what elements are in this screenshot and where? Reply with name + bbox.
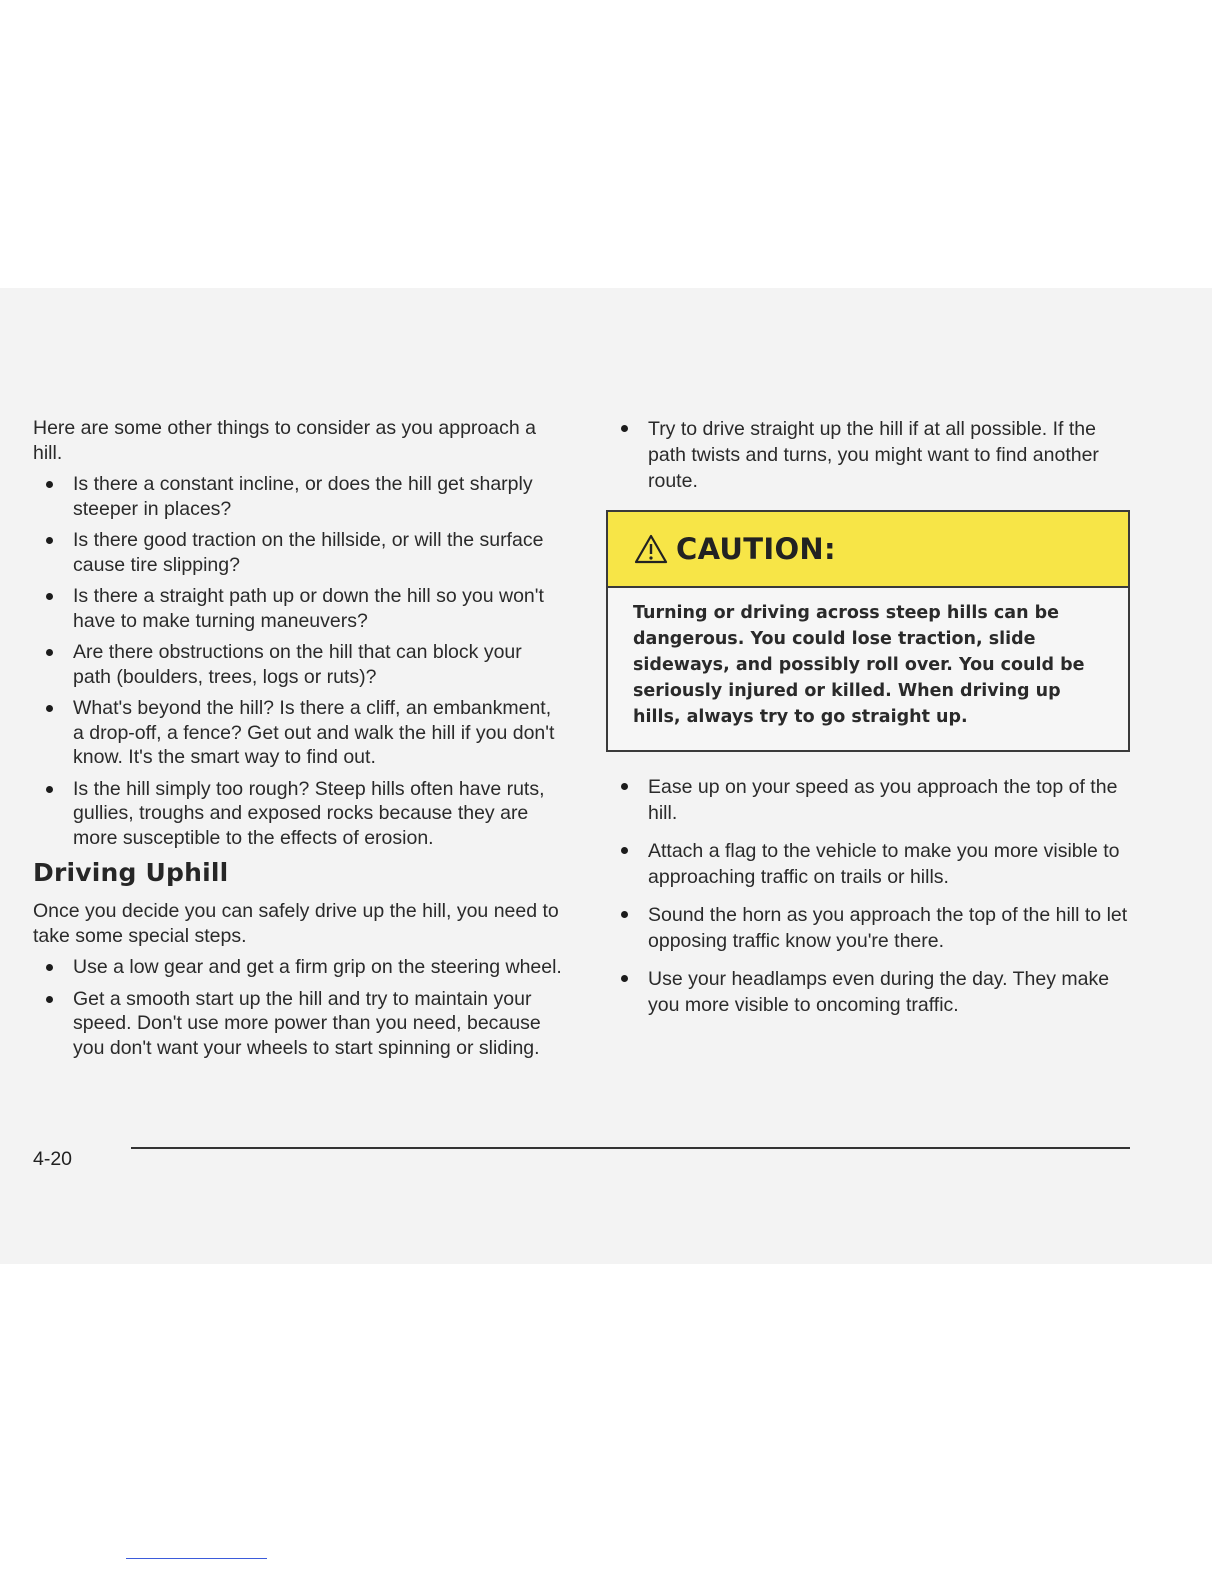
bullet-icon — [46, 786, 53, 793]
list-item: Sound the horn as you approach the top of the hill to let opposing traffic know you're there. — [620, 902, 1130, 954]
list-item: Attach a flag to the vehicle to make you more visible to approaching traffic on trails or hills. — [620, 838, 1130, 890]
hill-considerations-list — [33, 472, 563, 850]
list-item: Ease up on your speed as you approach the top of the hill. — [620, 774, 1130, 826]
list-item: Is there a constant incline, or does the hill get sharply steeper in places? — [33, 472, 563, 521]
list-item: Is the hill simply too rough? Steep hills often have ruts, gullies, troughs and exposed rocks because they are more susceptible to the effects of erosion. — [33, 777, 563, 851]
bullet-icon — [46, 593, 53, 600]
list-item: Use a low gear and get a firm grip on the steering wheel. — [33, 955, 563, 980]
uphill-steps-list — [33, 955, 563, 1060]
bullet-icon — [46, 649, 53, 656]
bullet-icon — [621, 911, 628, 918]
caution-header — [608, 512, 1128, 588]
bullet-icon — [621, 425, 628, 432]
top-tips-list — [620, 416, 1130, 494]
bullet-icon — [621, 847, 628, 854]
right-column-bottom — [620, 774, 1130, 1030]
bullet-icon — [46, 705, 53, 712]
caution-text: Turning or driving across steep hills can be dangerous. You could lose traction, slide sideways, and possibly roll over. You could be seriously injured or killed. When driving up hills, always try to go straight up. — [633, 603, 1085, 727]
bullet-icon — [621, 783, 628, 790]
decorative-underline — [126, 1558, 267, 1559]
bullet-icon — [621, 975, 628, 982]
list-item: Is there good traction on the hillside, or will the surface cause tire slipping? — [33, 528, 563, 577]
left-column — [33, 416, 563, 1067]
caution-title: CAUTION: — [676, 532, 836, 566]
list-item: Get a smooth start up the hill and try to maintain your speed. Don't use more power than you need, because you don't want your wheels to start spinning or sliding. — [33, 987, 563, 1061]
manual-page — [0, 288, 1212, 1264]
warning-triangle-icon — [634, 534, 668, 564]
right-column-top — [620, 416, 1130, 506]
list-item: Use your headlamps even during the day. They make you more visible to oncoming traffic. — [620, 966, 1130, 1018]
approach-tips-list — [620, 774, 1130, 1018]
bullet-icon — [46, 481, 53, 488]
list-item: Are there obstructions on the hill that can block your path (boulders, trees, logs or ruts)? — [33, 640, 563, 689]
list-item: Try to drive straight up the hill if at all possible. If the path twists and turns, you might want to find another route. — [620, 416, 1130, 494]
bullet-icon — [46, 537, 53, 544]
section-intro-paragraph: Once you decide you can safely drive up the hill, you need to take some special steps. — [33, 900, 559, 947]
section-heading: Driving Uphill — [33, 858, 229, 887]
list-item: What's beyond the hill? Is there a cliff, an embankment, a drop-off, a fence? Get out and walk the hill if you don't know. It's the smart way to find out. — [33, 696, 563, 770]
list-item: Is there a straight path up or down the hill so you won't have to make turning maneuvers? — [33, 584, 563, 633]
page-number: 4-20 — [33, 1148, 73, 1170]
bullet-icon — [46, 996, 53, 1003]
bullet-icon — [46, 964, 53, 971]
caution-box — [606, 510, 1130, 752]
intro-paragraph: Here are some other things to consider as you approach a hill. — [33, 417, 536, 464]
footer-divider — [131, 1147, 1130, 1149]
